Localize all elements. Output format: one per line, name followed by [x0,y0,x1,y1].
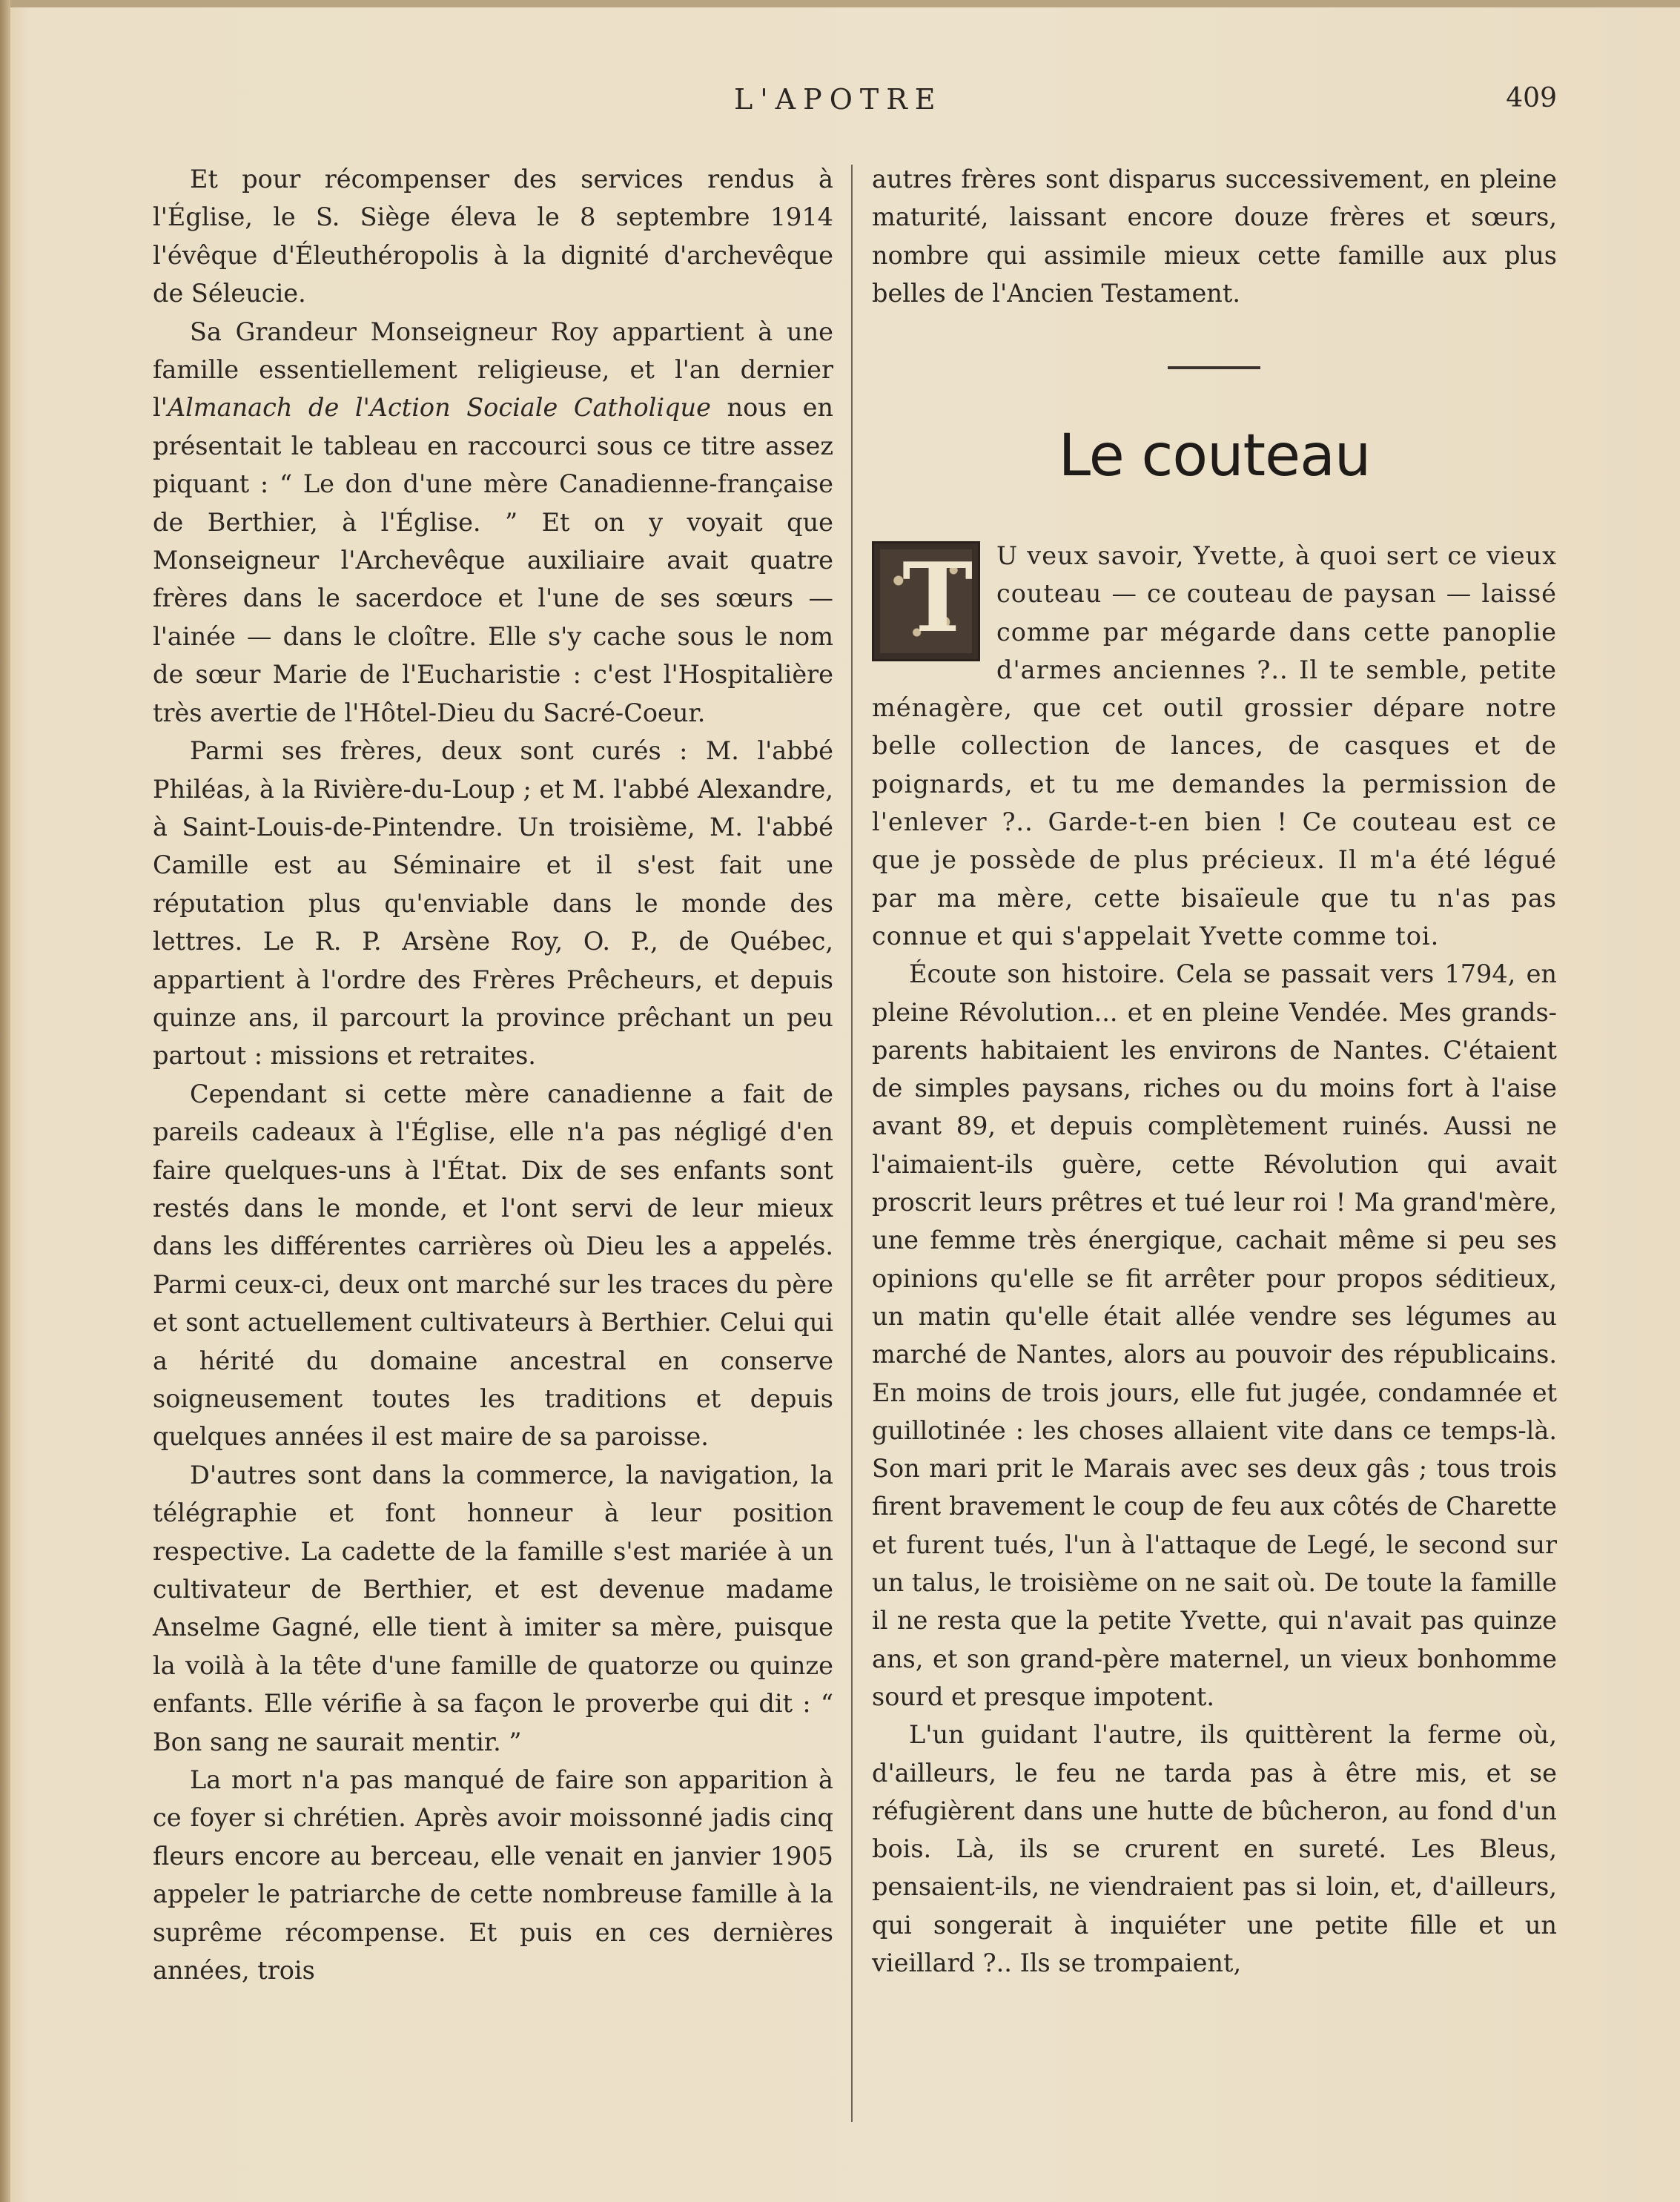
ornamental-dropcap [872,541,980,661]
column-divider [851,165,853,2122]
paragraph-continuation: autres frères sont disparus successivement, en pleine maturité, laissant encore douze frères et sœurs, nombre qui assimile mieux cette famille aux plus belles de l'Ancien Testament. [872,165,1557,308]
story-paragraph: L'un guidant l'autre, ils quittèrent la ferme où, d'ailleurs, le feu ne tarda pas à être mis, et se réfugièrent dans une hutte de bûcheron, au fond d'un bois. Là, ils se crurent en sureté. Les Bleus, pensaient-ils, ne viendraient pas si loin, et, d'ailleurs, qui songerait à inquiéter une petite fille et un vieillard ?.. Ils se trompaient, [872,1720,1557,1977]
page-binding-edge [0,0,10,2202]
paragraph: Parmi ses frères, deux sont curés : M. l'abbé Philéas, à la Rivière-du-Loup ; et M. l'abbé Alexandre, à Saint-Louis-de-Pintendre. Un troisième, M. l'abbé Camille est au Séminaire et il s'est fait une réputation plus qu'enviable dans le monde des lettres. Le R. P. Arsène Roy, O. P., de Québec, appartient à l'ordre des Frères Prêcheurs, et depuis quinze ans, il parcourt la province prêchant un peu partout : missions et retraites. [153,736,833,1071]
story-paragraph: Écoute son histoire. Cela se passait vers 1794, en pleine Révolution... et en pleine Vendée. Mes grands-parents habitaient les environs de Nantes. C'étaient de simples paysans, riches ou du moins fort à l'aise avant 89, et depuis complètement ruinés. Aussi ne l'aimaient-ils guère, cette Révolution qui avait proscrit leurs prêtres et tué leur roi ! Ma grand'mère, une femme très énergique, cachait même si peu ses opinions qu'elle se fit arrêter pour propos séditieux, un matin qu'elle était allée vendre ses légumes au marché de Nantes, alors au pouvoir des républicains. En moins de trois jours, elle fut jugée, condamnée et guillotinée : les choses allaient vite dans ce temps-là. Son mari prit le Marais avec ses deux gâs ; tous trois firent bravement le coup de feu aux côtés de Charette et furent tués, l'un à l'attaque de Legé, le second sur un talus, le troisième on ne sait où. De toute la famille il ne resta que la petite Yvette, qui n'avait pas quinze ans, et son grand-père maternel, un vieux bonhomme sourd et presque impotent. [872,959,1557,1711]
story-paragraph-text: U veux savoir, Yvette, à quoi sert ce vieux couteau — ce couteau de paysan — laissé comme par mégarde dans cette panoplie d'armes anciennes ?.. Il te semble, petite ménagère, que cet outil grossier dépare notre belle collection de lances, de casques et de poignards, et tu me demandes la permission de l'enlever ?.. Garde-t-en bien ! Ce couteau est ce que je possède de plus précieux. Il m'a été légué par ma mère, cette bisaïeule que tu n'as pas connue et qui s'appelait Yvette comme toi. [872,541,1557,950]
page-header [148,83,1557,120]
paragraph: Et pour récompenser des services rendus à l'Église, le S. Siège éleva le 8 septembre 1914 l'évêque d'Éleuthéropolis à la dignité d'archevêque de Séleucie. [153,165,833,308]
paragraph: Cependant si cette mère canadienne a fait de pareils cadeaux à l'Église, elle n'a pas négligé d'en faire quelques-uns à l'État. Dix de ses enfants sont restés dans le monde, et l'ont servi de leur mieux dans les différentes carrières où Dieu les a appelés. Parmi ceux-ci, deux ont marché sur les traces du père et sont actuellement cultivateurs à Berthier. Celui qui a hérité du domaine ancestral en conserve soigneusement toutes les traditions et depuis quelques années il est maire de sa paroisse. [153,1079,833,1452]
story-body [872,537,1557,1982]
section-rule [1168,366,1260,369]
running-title: L'APOTRE [734,83,943,116]
paragraph-text: nous en présentait le tableau en raccourci sous ce titre assez piquant : “ Le don d'une mère Canadienne-française de Berthier, à l'Église. ” Et on y voyait que Monseigneur l'Archevêque auxiliaire avait quatre frères dans le sacerdoce et l'une de ses sœurs — l'ainée — dans le cloître. Elle s'y cache sous le nom de sœur Marie de l'Eucharistie : c'est l'Hospitalière très avertie de l'Hôtel-Dieu du Sacré-Coeur. [153,393,833,727]
paragraph-text: Sa Grandeur Monseigneur Roy appartient à une famille essentiellement religieuse, et l'an dernier l' [153,317,833,423]
page-number: 409 [1506,83,1557,113]
right-column [872,160,1557,313]
story-title: Le couteau [1058,423,1371,489]
paragraph: D'autres sont dans la commerce, la navigation, la télégraphie et font honneur à leur position respective. La cadette de la famille s'est mariée à un cultivateur de Berthier, et est devenue madame Anselme Gagné, elle tient à imiter sa mère, puisque la voilà à la tête d'une famille de quatorze ou quinze enfants. Elle vérifie à sa façon le proverbe qui dit : “ Bon sang ne saurait mentir. ” [153,1460,833,1756]
publication-title: Almanach de l'Action Sociale Catholique [167,393,711,423]
paragraph-with-title [153,313,833,732]
story-paragraph [872,537,1557,955]
page-top-edge [0,0,1680,7]
paragraph: La mort n'a pas manqué de faire son apparition à ce foyer si chrétien. Après avoir moissonné jadis cinq fleurs encore au berceau, elle venait en janvier 1905 appeler le patriarche de cette nombreuse famille à la suprême récompense. Et puis en ces dernières années, trois [153,1765,833,1986]
dropcap-letter: T [902,543,973,654]
left-column [153,160,833,1990]
